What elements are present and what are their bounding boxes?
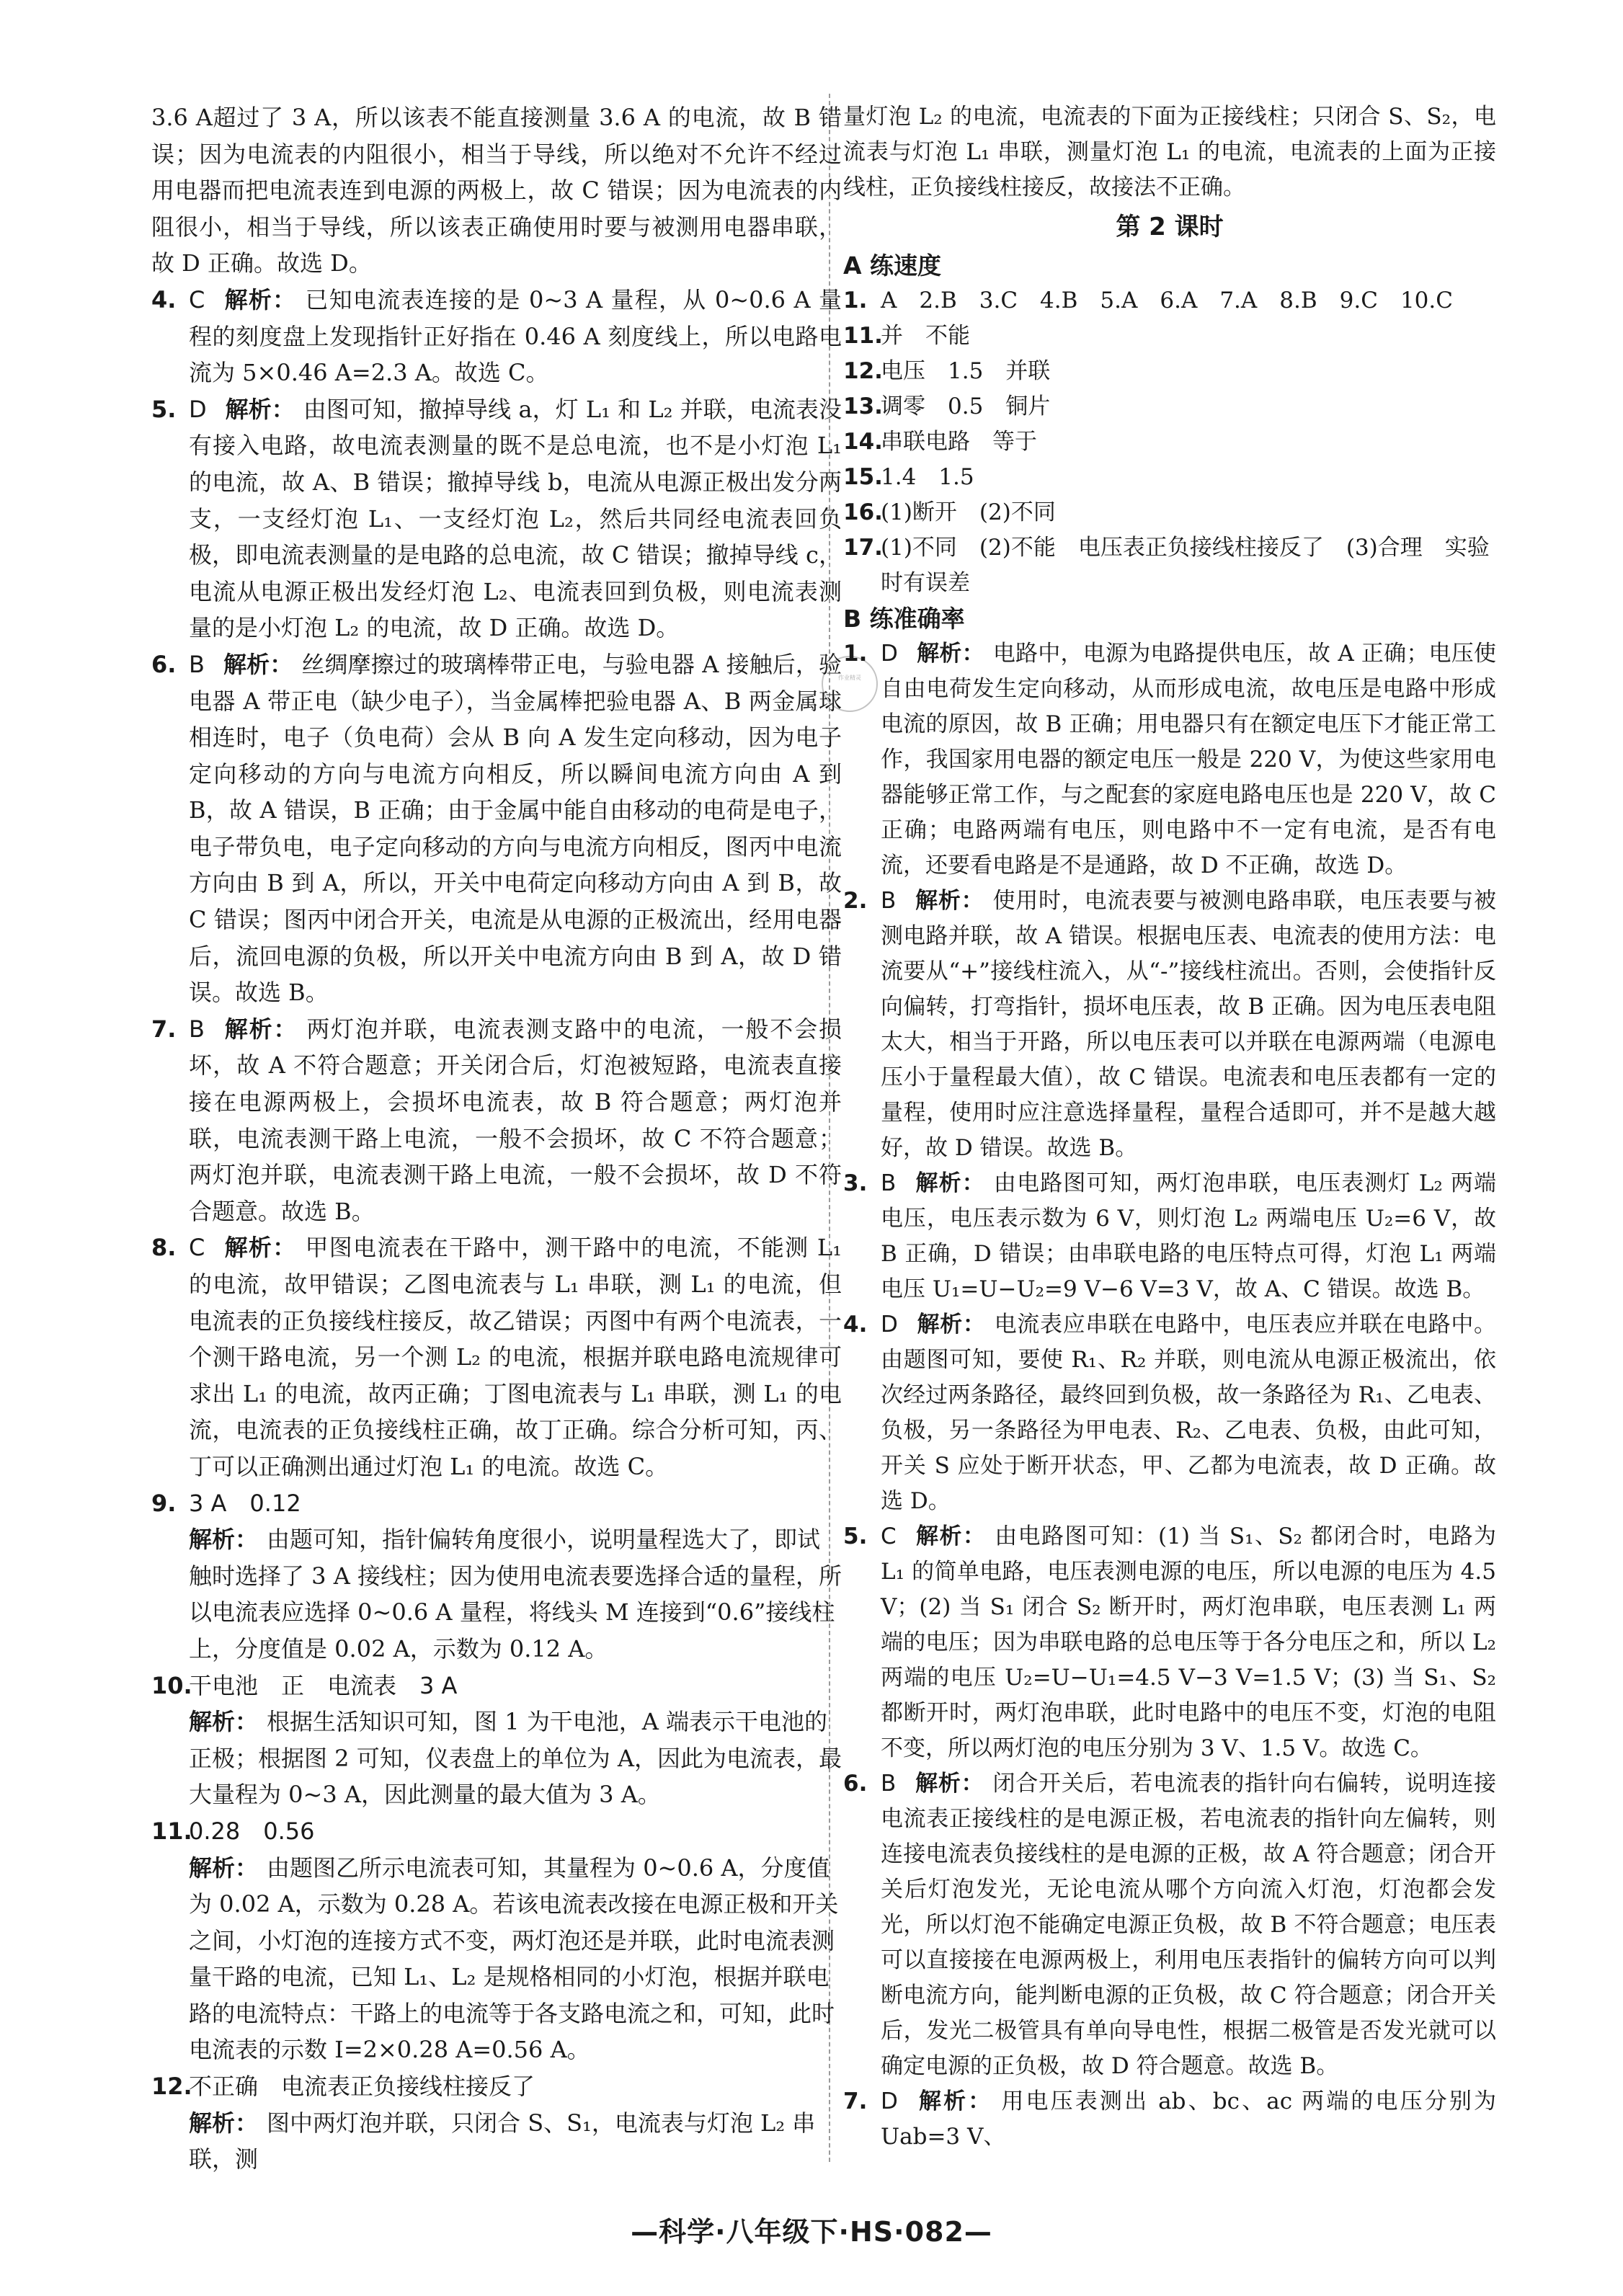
item-number: 2. xyxy=(843,888,868,914)
right-column xyxy=(843,99,1496,2155)
analysis-text: 甲图电流表在干路中，测干路中的电流，不能测 L₁ 的电流，故甲错误；乙图电流表与 L₁ 串联，测 L₁ 的电流，但电流表的正负接线柱接反，故乙错误；丙图中有两个电流表，一个测干路电流，另一个测 L₂ 的电流，根据并联电路电流规律可求出 L₁ 的电流，故丙正确；丁图电流表与 L₁ 串联，测 L₁ 的电流，电流表的正负接线柱正确，故丁正确。综合分析可知，丙、丁可以正确测出通过灯泡 L₁ 的电流。故选 C。 xyxy=(189,1234,842,1480)
answer-item xyxy=(151,2068,842,2105)
item-answer: D xyxy=(189,395,207,423)
lesson-title: 第 2 课时 xyxy=(1116,213,1224,241)
answer-item xyxy=(843,1307,1496,1519)
quick-answer-row xyxy=(843,460,1496,495)
answer-item xyxy=(151,391,842,646)
analysis-text: 两灯泡并联，电流表测支路中的电流，一般不会损坏，故 A 不符合题意；开关闭合后，灯泡被短路，电流表直接接在电源两极上，会损坏电流表，故 B 符合题意；两灯泡并联，电流表测干路上电流，一般不会损坏，故 C 不符合题意；两灯泡并联，电流表测干路上电流，一般不会损坏，故 D 不符合题意。故选 B。 xyxy=(189,1015,842,1225)
item-number: 1. xyxy=(843,641,868,667)
analysis-label: 解析： xyxy=(223,285,297,313)
left-column xyxy=(151,99,842,2178)
analysis-label: 解析： xyxy=(189,2109,259,2137)
item-number: 12. xyxy=(843,358,883,384)
analysis-label: 解析： xyxy=(223,650,293,678)
item-number: 7. xyxy=(843,2088,868,2114)
answer-item xyxy=(843,1166,1496,1307)
quick-answer-row xyxy=(843,283,1496,319)
item-number: 4. xyxy=(151,285,177,313)
quick-answer-text: 调零 0.5 铜片 xyxy=(881,393,1051,419)
analysis-block xyxy=(151,1850,842,2069)
left-top-paragraph: 3.6 A超过了 3 A，所以该表不能直接测量 3.6 A 的电流，故 B 错误；因为电流表的内阻很小，相当于导线，所以绝对不允许不经过用电器而把电流表连到电源的两极上，故 C 错误；因为电流表的内阻很小，相当于导线，所以该表正确使用时要与被测用电器串联，故 D 正确。故选 D。 xyxy=(151,104,842,277)
analysis-label: 解析： xyxy=(189,1708,259,1736)
item-number: 6. xyxy=(151,650,177,678)
quick-answer-text: (1)不同 (2)不能 电压表正负接线柱接反了 (3)合理 实验时有误差 xyxy=(881,535,1490,596)
stamp-seal: 作业精灵 xyxy=(822,656,878,712)
quick-answer-row xyxy=(843,319,1496,354)
item-number: 11. xyxy=(151,1817,192,1845)
quick-answer-text: A 2.B 3.C 4.B 5.A 6.A 7.A 8.B 9.C 10.C xyxy=(881,288,1453,313)
item-number: 17. xyxy=(843,535,883,561)
item-number: 9. xyxy=(151,1489,177,1517)
item-number: 6. xyxy=(843,1771,868,1797)
item-answer: C xyxy=(189,285,205,313)
item-number: 8. xyxy=(151,1234,177,1262)
analysis-label: 解析： xyxy=(223,1234,297,1262)
answer-item xyxy=(843,636,1496,884)
item-number: 4. xyxy=(843,1312,868,1338)
answer-item xyxy=(151,1011,842,1230)
answer-item xyxy=(151,282,842,391)
item-number: 7. xyxy=(151,1015,177,1043)
item-number: 5. xyxy=(843,1523,868,1549)
answer-item xyxy=(843,1519,1496,1766)
quick-answer-row xyxy=(843,354,1496,389)
item-answer: D xyxy=(881,1312,898,1338)
analysis-block xyxy=(151,1521,842,1667)
item-answer: B xyxy=(189,650,205,678)
item-answer: 3 A 0.12 xyxy=(189,1489,301,1517)
analysis-text: 用电压表测出 ab、bc、ac 两端的电压分别为 Uab=3 V、 xyxy=(881,2088,1496,2150)
analysis-text: 由题可知，指针偏转角度很小，说明量程选大了，即试触时选择了 3 A 接线柱；因为使用电流表要选择合适的量程，所以电流表应选择 0~0.6 A 量程，将线头 M 连接到“0.6”接线柱上，分度值是 0.02 A，示数为 0.12 A。 xyxy=(189,1526,842,1663)
answer-item xyxy=(843,884,1496,1166)
analysis-label: 解析： xyxy=(915,1771,984,1797)
analysis-label: 解析： xyxy=(223,1015,298,1043)
analysis-block xyxy=(151,2105,842,2178)
analysis-text: 根据生活知识可知，图 1 为干电池，A 端表示干电池的正极；根据图 2 可知，仪表盘上的单位为 A，因此为电流表，最大量程为 0~3 A，因此测量的最大值为 3 A。 xyxy=(189,1708,842,1809)
item-number: 1. xyxy=(843,288,868,313)
item-number: 11. xyxy=(843,323,883,349)
item-number: 12. xyxy=(151,2073,192,2101)
item-number: 16. xyxy=(843,499,883,525)
item-answer: 不正确 电流表正负接线柱接反了 xyxy=(189,2073,535,2101)
item-answer: 干电池 正 电流表 3 A xyxy=(189,1671,458,1699)
analysis-label: 解析： xyxy=(916,1312,986,1338)
quick-answer-row xyxy=(843,495,1496,530)
analysis-text: 电流表应串联在电路中，电压表应并联在电路中。由题图可知，要使 R₁、R₂ 并联，则电流从电源正极流出，依次经过两条路径，最终回到负极，故一条路径为 R₁、乙电表、负极，另一条路径为甲电表、R₂、乙电表、负极，由此可知，开关 S 应处于断开状态，甲、乙都为电流表，故 D 正确。故选 D。 xyxy=(881,1312,1497,1514)
quick-answer-text: 1.4 1.5 xyxy=(881,464,974,490)
analysis-block xyxy=(151,1704,842,1813)
answer-item xyxy=(151,1813,842,1850)
item-answer: B xyxy=(881,888,897,914)
quick-answer-text: 串联电路 等于 xyxy=(881,429,1037,455)
page-footer: —科学·八年级下·HS·082— xyxy=(631,2216,992,2248)
analysis-label: 解析： xyxy=(916,2088,993,2114)
analysis-label: 解析： xyxy=(915,1170,985,1196)
analysis-text: 由电路图可知，两灯泡串联，电压表测灯 L₂ 两端电压，电压表示数为 6 V，则灯泡 L₂ 两端电压 U₂=6 V，故 B 正确，D 错误；由串联电路的电压特点可得，灯泡 L₁ 两端电压 U₁=U−U₂=9 V−6 V=3 V，故 A、C 错误。故选 B。 xyxy=(881,1170,1496,1302)
item-number: 13. xyxy=(843,393,883,419)
analysis-text: 图中两灯泡并联，只闭合 S、S₁，电流表与灯泡 L₂ 串联，测 xyxy=(189,2109,816,2173)
answer-item xyxy=(151,646,842,1011)
item-answer: D xyxy=(881,641,898,667)
analysis-label: 解析： xyxy=(189,1526,259,1554)
analysis-label: 解析： xyxy=(225,395,295,423)
analysis-text: 使用时，电流表要与被测电路串联，电压表要与被测电路并联，故 A 错误。根据电压表、电流表的使用方法：电流要从“+”接线柱流入，从“-”接线柱流出。否则，会使指针反向偏转，打弯指针，损坏电压表，故 B 正确。因为电压表电阻太大，相当于开路，所以电压表可以并联在电源两端（电源电压小于量程最大值），故 C 错误。电流表和电压表都有一定的量程，使用时应注意选择量程，量程合适即可，并不是越大越好，故 D 错误。故选 B。 xyxy=(881,888,1496,1161)
analysis-text: 由电路图可知：(1) 当 S₁、S₂ 都闭合时，电路为 L₁ 的简单电路，电压表测电源的电压，所以电源的电压为 4.5 V；(2) 当 S₁ 闭合 S₂ 断开时，两灯泡串联，电压表测 L₁ 两端的电压；因为串联电路的总电压等于各分电压之和，所以 L₂ 两端的电压 U₂=U−U₁=4.5 V−3 V=1.5 V；(3) 当 S₁、S₂ 都断开时，两灯泡串联，此时电路中的电压不变，灯泡的电阻不变，所以两灯泡的电压分别为 3 V、1.5 V。故选 C。 xyxy=(881,1523,1496,1761)
item-answer: B xyxy=(189,1015,205,1043)
right-top-paragraph: 量灯泡 L₂ 的电流，电流表的下面为正接线柱；只闭合 S、S₂，电流表与灯泡 L₁ 串联，测量灯泡 L₁ 的电流，电流表的上面为正接线柱，正负接线柱接反，故接法不正确。 xyxy=(843,104,1496,200)
item-number: 5. xyxy=(151,395,177,423)
answer-item xyxy=(843,1766,1496,2084)
analysis-text: 闭合开关后，若电流表的指针向右偏转，说明连接电流表正接线柱的是电源正极，若电流表的指针向左偏转，则连接电流表负接线柱的是电源的正极，故 A 符合题意；闭合开关后灯泡发光，无论电流从哪个方向流入灯泡，灯泡都会发光，所以灯泡不能确定电源正负极，故 B 不符合题意；电压表可以直接接在电源两极上，利用电压表指针的偏转方向可以判断电流方向，能判断电源的正负极，故 C 符合题意；闭合开关后，发光二极管具有单向导电性，根据二极管是否发光就可以确定电源的正负极，故 D 符合题意。故选 B。 xyxy=(881,1771,1496,2079)
analysis-text: 电路中，电源为电路提供电压，故 A 正确；电压使自由电荷发生定向移动，从而形成电流，故电压是电路中形成电流的原因，故 B 正确；用电器只有在额定电压下才能正常工作，我国家用电器的额定电压一般是 220 V，为使这些家用电器能够正常工作，与之配套的家庭电路电压也是 220 V，故 C 正确；电路两端有电压，则电路中不一定有电流，是否有电流，还要看电路是不是通路，故 D 不正确，故选 D。 xyxy=(881,641,1497,878)
answer-item xyxy=(843,2084,1496,2155)
quick-answer-text: (1)断开 (2)不同 xyxy=(881,499,1056,525)
answer-item xyxy=(151,1229,842,1485)
analysis-label: 解析： xyxy=(916,641,984,667)
item-answer: B xyxy=(881,1771,897,1797)
analysis-text: 丝绸摩擦过的玻璃棒带正电，与验电器 A 接触后，验电器 A 带正电（缺少电子），当金属棒把验电器 A、B 两金属球相连时，电子（负电荷）会从 B 向 A 发生定向移动，因为电子定向移动的方向与电流方向相反，所以瞬间电流方向由 A 到 B，故 A 错误，B 正确；由于金属中能自由移动的电荷是电子，电子带负电，电子定向移动的方向与电流方向相反，图丙中电流方向由 B 到 A，所以，开关中电荷定向移动方向由 A 到 B，故 C 错误；图丙中闭合开关，电流是从电源的正极流出，经用电器后，流回电源的负极，所以开关中电流方向由 B 到 A，故 D 错误。故选 B。 xyxy=(189,650,842,1007)
analysis-text: 由题图乙所示电流表可知，其量程为 0~0.6 A，分度值为 0.02 A，示数为 0.28 A。若该电流表改接在电源正极和开关之间，小灯泡的连接方式不变，两灯泡还是并联，此时电流表测量干路的电流，已知 L₁、L₂ 是规格相同的小灯泡，根据并联电路的电流特点：干路上的电流等于各支路电流之和，可知，此时电流表的示数 I=2×0.28 A=0.56 A。 xyxy=(189,1854,839,2064)
item-number: 15. xyxy=(843,464,883,490)
analysis-label: 解析： xyxy=(915,888,984,914)
item-answer: C xyxy=(189,1234,205,1262)
analysis-text: 由图可知，撤掉导线 a，灯 L₁ 和 L₂ 并联，电流表没有接入电路，故电流表测量的既不是总电流，也不是小灯泡 L₁ 的电流，故 A、B 错误；撤掉导线 b，电流从电源正极出发分两支，一支经灯泡 L₁、一支经灯泡 L₂，然后共同经电流表回负极，即电流表测量的是电路的总电流，故 C 错误；撤掉导线 c，电流从电源正极出发经灯泡 L₂、电流表回到负极，则电流表测量的是小灯泡 L₂ 的电流，故 D 正确。故选 D。 xyxy=(189,395,842,642)
item-number: 10. xyxy=(151,1671,192,1699)
item-answer: 0.28 0.56 xyxy=(189,1817,315,1845)
quick-answer-row xyxy=(843,424,1496,460)
quick-answer-row xyxy=(843,530,1496,601)
item-number: 3. xyxy=(843,1170,868,1196)
quick-answer-text: 电压 1.5 并联 xyxy=(881,358,1051,384)
answer-item xyxy=(151,1485,842,1522)
analysis-text: 已知电流表连接的是 0~3 A 量程，从 0~0.6 A 量程的刻度盘上发现指针正好指在 0.46 A 刻度线上，所以电路电流为 5×0.46 A=2.3 A。故选 C。 xyxy=(189,285,842,387)
section-b-title: B 练准确率 xyxy=(843,605,965,633)
analysis-label: 解析： xyxy=(189,1854,259,1882)
section-a-title: A 练速度 xyxy=(843,252,942,280)
quick-answer-text: 并 不能 xyxy=(881,323,970,349)
item-answer: C xyxy=(881,1523,897,1549)
quick-answer-row xyxy=(843,389,1496,424)
item-answer: B xyxy=(881,1170,897,1196)
item-answer: D xyxy=(881,2088,898,2114)
answer-item xyxy=(151,1668,842,1704)
analysis-label: 解析： xyxy=(915,1523,987,1549)
item-number: 14. xyxy=(843,429,883,455)
